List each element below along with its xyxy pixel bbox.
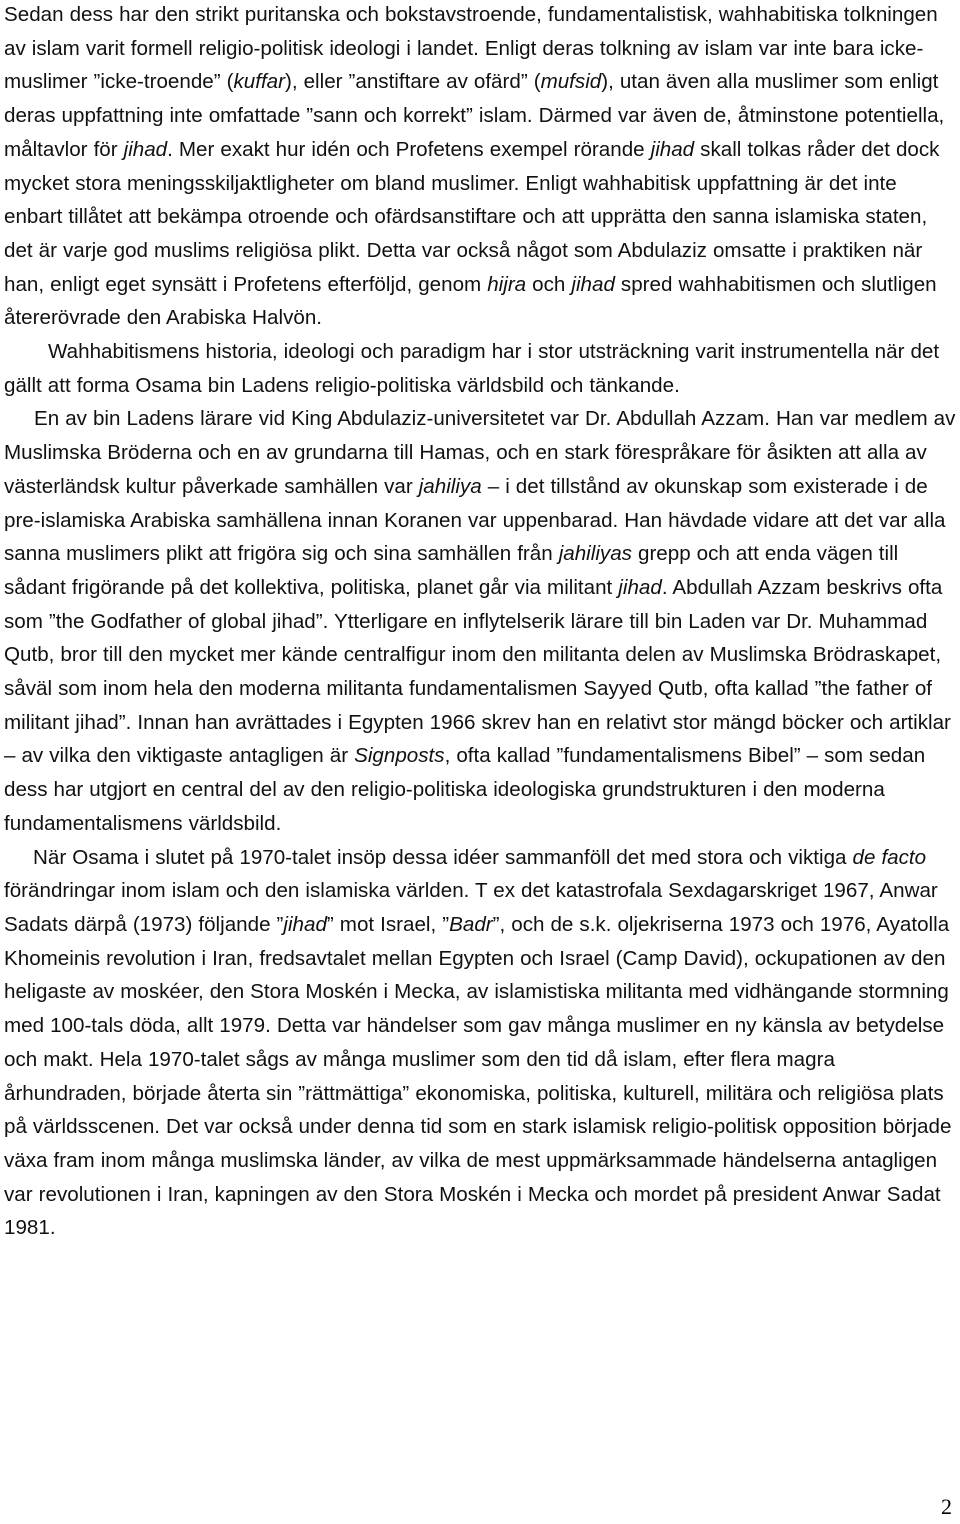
paragraph-1970s-events <box>4 841 956 1245</box>
text-run: ” mot Israel, ” <box>326 912 450 936</box>
italic-term: de facto <box>852 845 927 869</box>
text-run: och <box>526 272 572 296</box>
italic-term: hijra <box>487 272 527 296</box>
italic-term: Badr <box>449 912 493 936</box>
text-run: spred wahhabitismen och slutligen återerövrade den Arabiska Halvön. <box>4 272 937 330</box>
text-run: förändringar inom islam och den islamiska världen. T ex det katastrofala Sexdagarskriget 1967, Anwar Sadats därpå (1973) följande ” <box>4 879 938 936</box>
paragraph-wahhabism-influence <box>4 335 956 402</box>
text-run: . Mer exakt hur idén och Profetens exempel rörande <box>167 137 651 161</box>
text-run: Wahhabitismens historia, ideologi och paradigm har i stor utsträckning varit instrumentella när det gällt att forma Osama bin Ladens religio-politiska världsbild och tänkande. <box>4 340 940 397</box>
paragraph-teachers <box>4 402 956 840</box>
text-run: När Osama i slutet på 1970-talet insöp dessa idéer sammanföll det med stora och viktiga <box>33 845 853 869</box>
text-run: skall tolkas råder det dock mycket stora meningsskiljaktligheter om bland muslimer. Enligt wahhabitisk uppfattning är det inte enbart tillåtet att bekämpa otroende och ofärdsanstiftare och att upprätta den sanna islamiska staten, det är varje god muslims religiösa plikt. Detta var också något som Abdulaziz omsatte i praktiken när han, enligt eget synsätt i Profetens efterföljd, genom <box>4 137 940 296</box>
text-run: . Abdullah Azzam beskrivs ofta som ”the Godfather of global jihad”. Ytterligare en inflytelserik lärare till bin Laden var Dr. Muhammad Qutb, bror till den mycket mer kände centralfigur inom den militanta delen av Muslimska Brödraskapet, såväl som inom hela den moderna militanta fundamentalismen Sayyed Qutb, ofta kallad ”the father of militant jihad”. Innan han avrättades i Egypten 1966 skrev han en relativt stor mängd böcker och artiklar – av vilka den viktigaste antagligen är <box>4 575 951 768</box>
italic-term: Signposts <box>354 744 445 768</box>
italic-term: jihad <box>618 575 662 599</box>
document-page <box>4 0 956 1245</box>
italic-term: mufsid <box>540 70 602 94</box>
text-run: ”, och de s.k. oljekriserna 1973 och 1976, Ayatolla Khomeinis revolution i Iran, fredsavtalet mellan Egypten och Israel (Camp David), ockupationen av den heligaste av moskéer, den Stora Moskén i Mecka, av islamistiska militanta med vidhängande stormning med 100-tals döda, allt 1979. Detta var händelser som gav många muslimer en ny känsla av betydelse och makt. Hela 1970-talet sågs av många muslimer som den tid då islam, efter flera magra århundraden, började återta sin ”rättmättiga” ekonomiska, politiska, kulturell, militära och religiösa plats på världsscenen. Det var också under denna tid som en stark islamisk religio-politisk opposition började växa fram inom många muslimska länder, av vilka de mest uppmärksammade händelserna antagligen var revolutionen i Iran, kapningen av den Stora Moskén i Mecka och mordet på president Anwar Sadat 1981. <box>4 912 952 1240</box>
text-run: ), utan även alla muslimer som enligt deras uppfattning inte omfattade ”sann och korrekt” islam. Därmed var även de, åtminstone potentiella, måltavlor för <box>4 70 945 161</box>
text-run: Sedan dess har den strikt puritanska och bokstavstroende, fundamentalistisk, wahhabitiska tolkningen av islam varit formell religio-politisk ideologi i landet. Enligt deras tolkning av islam var inte bara icke-muslimer ”icke-troende” ( <box>4 3 938 94</box>
text-run: En av bin Ladens lärare vid King Abdulaziz-universitetet var Dr. Abdullah Azzam. Han var medlem av Muslimska Bröderna och en av grundarna till Hamas, och en stark förespråkare för åsikten att alla av västerländsk kultur påverkade samhällen var <box>4 407 956 498</box>
text-run: grepp och att enda vägen till sådant frigörande på det kollektiva, politiska, planet går via militant <box>4 542 899 599</box>
text-run: , ofta kallad ”fundamentalismens Bibel” – som sedan dess har utgjort en central del av den religio-politiska ideologiska grundstrukturen i den moderna fundamentalismens världsbild. <box>4 744 926 835</box>
text-run: ), eller ”anstiftare av ofärd” ( <box>284 70 541 94</box>
paragraph-wahhabism-ideology <box>4 0 956 335</box>
italic-term: kuffar <box>233 70 285 94</box>
italic-term: jihad <box>123 137 168 161</box>
italic-term: jahiliya <box>418 474 482 498</box>
italic-term: jahiliyas <box>558 542 632 566</box>
italic-term: jihad <box>283 912 327 936</box>
italic-term: jihad <box>650 137 695 161</box>
page-number: 2 <box>941 1494 952 1519</box>
text-run: – i det tillstånd av okunskap som existerade i de pre-islamiska Arabiska samhällena innan Koranen var uppenbarad. Han hävdade vidare att det var alla sanna muslimers plikt att frigöra sig och sina samhällen från <box>4 474 946 566</box>
italic-term: jihad <box>571 272 615 296</box>
